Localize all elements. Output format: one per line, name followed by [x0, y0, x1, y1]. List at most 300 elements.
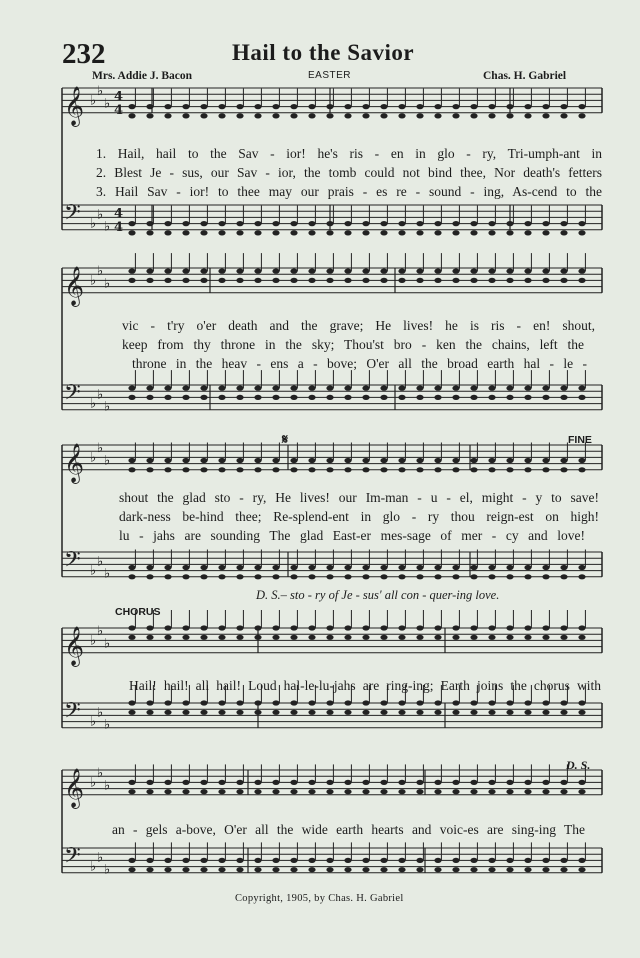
note-head — [344, 635, 351, 640]
note-head — [146, 635, 153, 640]
note-head — [128, 230, 135, 235]
note-head — [254, 221, 261, 226]
note-head — [488, 565, 495, 570]
note-head — [254, 458, 261, 463]
note-head — [578, 104, 585, 109]
note-head — [416, 467, 423, 472]
note-head — [380, 780, 387, 785]
note-head — [578, 700, 585, 705]
note-head — [524, 710, 531, 715]
note-head — [200, 395, 207, 400]
note-head — [236, 104, 243, 109]
note-head — [506, 574, 513, 579]
note-head — [326, 458, 333, 463]
note-head — [542, 458, 549, 463]
note-head — [470, 700, 477, 705]
note-head — [416, 113, 423, 118]
note-head — [254, 858, 261, 863]
note-head — [470, 789, 477, 794]
flat-icon: ♭ — [97, 207, 104, 223]
note-head — [452, 867, 459, 872]
note-head — [182, 458, 189, 463]
note-head — [164, 278, 171, 283]
note-head — [380, 574, 387, 579]
note-head — [326, 858, 333, 863]
note-head — [488, 789, 495, 794]
note-head — [236, 710, 243, 715]
note-head — [308, 278, 315, 283]
note-head — [254, 867, 261, 872]
note-head — [236, 867, 243, 872]
note-head — [488, 386, 495, 391]
note-head — [398, 780, 405, 785]
note-head — [344, 625, 351, 630]
note-head — [128, 458, 135, 463]
note-head — [308, 565, 315, 570]
note-head — [128, 710, 135, 715]
note-head — [524, 789, 531, 794]
note-head — [344, 780, 351, 785]
note-head — [380, 230, 387, 235]
note-head — [434, 565, 441, 570]
note-head — [146, 700, 153, 705]
flat-icon: ♭ — [90, 396, 97, 412]
note-head — [236, 467, 243, 472]
lyric-verse-3: 3. Hail Sav - ior! to thee may our prais - es re - sound - ing, As-cend to the — [96, 184, 602, 199]
note-head — [506, 113, 513, 118]
note-head — [398, 858, 405, 863]
flat-icon: ♭ — [104, 219, 111, 235]
flat-icon: ♭ — [97, 554, 104, 570]
note-head — [236, 230, 243, 235]
note-head — [344, 395, 351, 400]
note-head — [146, 625, 153, 630]
note-head — [326, 574, 333, 579]
note-head — [128, 221, 135, 226]
note-head — [326, 867, 333, 872]
note-head — [290, 625, 297, 630]
note-head — [182, 858, 189, 863]
note-head — [272, 221, 279, 226]
note-head — [128, 789, 135, 794]
note-head — [272, 565, 279, 570]
note-head — [542, 113, 549, 118]
note-head — [290, 780, 297, 785]
note-head — [146, 574, 153, 579]
note-head — [470, 113, 477, 118]
note-head — [290, 113, 297, 118]
note-head — [416, 221, 423, 226]
note-head — [488, 467, 495, 472]
note-head — [308, 269, 315, 274]
note-head — [578, 625, 585, 630]
note-head — [128, 386, 135, 391]
note-head — [452, 221, 459, 226]
note-head — [416, 458, 423, 463]
note-head — [164, 858, 171, 863]
note-head — [506, 858, 513, 863]
note-head — [470, 395, 477, 400]
time-signature: 4 — [114, 89, 124, 105]
note-head — [236, 269, 243, 274]
note-head — [434, 113, 441, 118]
note-head — [398, 395, 405, 400]
note-head — [488, 395, 495, 400]
note-head — [542, 269, 549, 274]
note-head — [182, 269, 189, 274]
note-head — [560, 858, 567, 863]
note-head — [344, 269, 351, 274]
bass-clef-icon: 𝄢 — [64, 200, 81, 231]
note-head — [416, 269, 423, 274]
note-head — [254, 780, 261, 785]
note-head — [254, 574, 261, 579]
note-head — [164, 700, 171, 705]
note-head — [488, 574, 495, 579]
note-head — [326, 467, 333, 472]
note-head — [218, 565, 225, 570]
note-head — [380, 113, 387, 118]
note-head — [218, 710, 225, 715]
note-head — [362, 104, 369, 109]
flat-icon: ♭ — [90, 775, 97, 791]
copyright-notice: Copyright, 1905, by Chas. H. Gabriel — [235, 893, 404, 904]
page-number-hymn: 232 — [62, 38, 106, 70]
note-head — [434, 269, 441, 274]
note-head — [128, 635, 135, 640]
note-head — [290, 104, 297, 109]
note-head — [488, 710, 495, 715]
note-head — [398, 574, 405, 579]
note-head — [218, 230, 225, 235]
note-head — [326, 635, 333, 640]
note-head — [524, 104, 531, 109]
lyric-chorus: an - gels a-bove, O'er all the wide earth hearts and voic-es are sing-ing The — [112, 822, 585, 837]
note-head — [344, 574, 351, 579]
note-head — [506, 780, 513, 785]
note-head — [128, 104, 135, 109]
note-head — [362, 278, 369, 283]
note-head — [146, 269, 153, 274]
note-head — [560, 278, 567, 283]
note-head — [542, 395, 549, 400]
tune-name: EASTER — [308, 70, 352, 81]
segno-sign: 𝄋 — [282, 431, 289, 447]
note-head — [200, 574, 207, 579]
note-head — [254, 395, 261, 400]
note-head — [416, 867, 423, 872]
treble-clef-icon: 𝄞 — [64, 265, 85, 306]
note-head — [344, 221, 351, 226]
note-head — [542, 867, 549, 872]
note-head — [578, 458, 585, 463]
note-head — [272, 386, 279, 391]
note-head — [452, 565, 459, 570]
note-head — [524, 386, 531, 391]
note-head — [128, 858, 135, 863]
note-head — [506, 230, 513, 235]
note-head — [218, 700, 225, 705]
note-head — [272, 858, 279, 863]
note-head — [236, 700, 243, 705]
note-head — [218, 789, 225, 794]
flat-icon: ♭ — [104, 276, 111, 292]
note-head — [326, 230, 333, 235]
note-head — [272, 635, 279, 640]
note-head — [578, 113, 585, 118]
note-head — [272, 700, 279, 705]
note-head — [218, 113, 225, 118]
time-signature: 4 — [114, 219, 124, 235]
note-head — [290, 565, 297, 570]
note-head — [524, 278, 531, 283]
note-head — [254, 565, 261, 570]
note-head — [398, 710, 405, 715]
note-head — [362, 574, 369, 579]
flat-icon: ♭ — [104, 399, 111, 415]
fine-marker: FINE — [568, 434, 592, 446]
note-head — [362, 386, 369, 391]
note-head — [542, 467, 549, 472]
note-head — [236, 278, 243, 283]
note-head — [182, 230, 189, 235]
note-head — [272, 113, 279, 118]
note-head — [542, 278, 549, 283]
note-head — [164, 574, 171, 579]
note-head — [164, 230, 171, 235]
note-head — [218, 395, 225, 400]
note-head — [146, 386, 153, 391]
note-head — [218, 867, 225, 872]
note-head — [344, 565, 351, 570]
note-head — [272, 395, 279, 400]
note-head — [290, 858, 297, 863]
note-head — [164, 780, 171, 785]
note-head — [488, 700, 495, 705]
note-head — [416, 780, 423, 785]
note-head — [398, 104, 405, 109]
note-head — [254, 113, 261, 118]
note-head — [146, 458, 153, 463]
note-head — [578, 386, 585, 391]
note-head — [578, 635, 585, 640]
note-head — [146, 780, 153, 785]
note-head — [344, 104, 351, 109]
note-head — [290, 269, 297, 274]
bass-clef-icon: 𝄢 — [64, 843, 81, 874]
note-head — [452, 710, 459, 715]
note-head — [416, 789, 423, 794]
note-head — [218, 467, 225, 472]
note-head — [290, 230, 297, 235]
note-head — [272, 230, 279, 235]
note-head — [578, 278, 585, 283]
note-head — [200, 221, 207, 226]
note-head — [380, 635, 387, 640]
note-head — [542, 574, 549, 579]
note-head — [398, 230, 405, 235]
note-head — [344, 278, 351, 283]
note-head — [470, 269, 477, 274]
note-head — [344, 867, 351, 872]
note-head — [182, 700, 189, 705]
note-head — [398, 565, 405, 570]
note-head — [200, 458, 207, 463]
note-head — [290, 278, 297, 283]
note-head — [272, 789, 279, 794]
note-head — [470, 780, 477, 785]
note-head — [578, 780, 585, 785]
note-head — [326, 625, 333, 630]
note-head — [416, 710, 423, 715]
note-head — [578, 467, 585, 472]
note-head — [380, 858, 387, 863]
time-signature: 4 — [114, 102, 124, 118]
note-head — [542, 858, 549, 863]
composer-credit: Chas. H. Gabriel — [483, 70, 567, 82]
note-head — [506, 269, 513, 274]
note-head — [416, 700, 423, 705]
note-head — [380, 104, 387, 109]
note-head — [524, 858, 531, 863]
note-head — [560, 867, 567, 872]
note-head — [470, 858, 477, 863]
note-head — [182, 635, 189, 640]
note-head — [272, 625, 279, 630]
note-head — [236, 858, 243, 863]
note-head — [164, 395, 171, 400]
note-head — [236, 625, 243, 630]
note-head — [236, 458, 243, 463]
note-head — [290, 458, 297, 463]
note-head — [344, 386, 351, 391]
note-head — [218, 780, 225, 785]
note-head — [416, 104, 423, 109]
note-head — [542, 230, 549, 235]
note-head — [362, 789, 369, 794]
note-head — [434, 700, 441, 705]
note-head — [560, 625, 567, 630]
note-head — [182, 113, 189, 118]
note-head — [578, 230, 585, 235]
note-head — [452, 269, 459, 274]
note-head — [524, 625, 531, 630]
note-head — [380, 386, 387, 391]
note-head — [272, 269, 279, 274]
note-head — [200, 104, 207, 109]
bass-clef-icon: 𝄢 — [64, 380, 81, 411]
note-head — [452, 386, 459, 391]
note-head — [470, 278, 477, 283]
note-head — [146, 867, 153, 872]
note-head — [560, 221, 567, 226]
note-head — [452, 395, 459, 400]
note-head — [164, 104, 171, 109]
note-head — [254, 104, 261, 109]
note-head — [326, 113, 333, 118]
flat-icon: ♭ — [97, 850, 104, 866]
note-head — [470, 221, 477, 226]
note-head — [182, 710, 189, 715]
note-head — [200, 710, 207, 715]
note-head — [182, 386, 189, 391]
flat-icon: ♭ — [90, 633, 97, 649]
note-head — [326, 700, 333, 705]
note-head — [416, 635, 423, 640]
chorus-label: CHORUS — [115, 606, 161, 618]
flat-icon: ♭ — [104, 453, 111, 469]
note-head — [200, 386, 207, 391]
note-head — [380, 458, 387, 463]
flat-icon: ♭ — [97, 387, 104, 403]
note-head — [434, 789, 441, 794]
note-head — [254, 230, 261, 235]
flat-icon: ♭ — [97, 766, 104, 782]
note-head — [398, 113, 405, 118]
note-head — [308, 635, 315, 640]
note-head — [452, 789, 459, 794]
note-head — [164, 467, 171, 472]
note-head — [290, 700, 297, 705]
note-head — [128, 700, 135, 705]
note-head — [398, 278, 405, 283]
note-head — [344, 230, 351, 235]
flat-icon: ♭ — [104, 566, 111, 582]
note-head — [290, 386, 297, 391]
note-head — [290, 221, 297, 226]
note-head — [416, 386, 423, 391]
note-head — [380, 565, 387, 570]
note-head — [560, 230, 567, 235]
flat-icon: ♭ — [90, 450, 97, 466]
note-head — [506, 458, 513, 463]
note-head — [326, 386, 333, 391]
note-head — [578, 867, 585, 872]
note-head — [416, 858, 423, 863]
note-head — [578, 574, 585, 579]
note-head — [128, 269, 135, 274]
flat-icon: ♭ — [90, 273, 97, 289]
note-head — [272, 867, 279, 872]
note-head — [524, 780, 531, 785]
note-head — [272, 467, 279, 472]
note-head — [200, 700, 207, 705]
note-head — [146, 467, 153, 472]
note-head — [146, 858, 153, 863]
note-head — [434, 104, 441, 109]
note-head — [398, 386, 405, 391]
note-head — [182, 278, 189, 283]
note-head — [254, 269, 261, 274]
note-head — [308, 104, 315, 109]
note-head — [308, 230, 315, 235]
note-head — [506, 565, 513, 570]
note-head — [434, 625, 441, 630]
lyric-verse-1: shout the glad sto - ry, He lives! our Im-man - u - el, might - y to save! — [119, 490, 599, 505]
flat-icon: ♭ — [90, 93, 97, 109]
note-head — [470, 635, 477, 640]
note-head — [416, 565, 423, 570]
note-head — [452, 700, 459, 705]
note-head — [272, 780, 279, 785]
note-head — [542, 625, 549, 630]
note-head — [218, 574, 225, 579]
note-head — [182, 780, 189, 785]
lyric-verse-1: 1. Hail, hail to the Sav - ior! he's ris - en in glo - ry, Tri-umph-ant in — [96, 146, 602, 161]
note-head — [236, 221, 243, 226]
note-head — [200, 867, 207, 872]
note-head — [182, 574, 189, 579]
